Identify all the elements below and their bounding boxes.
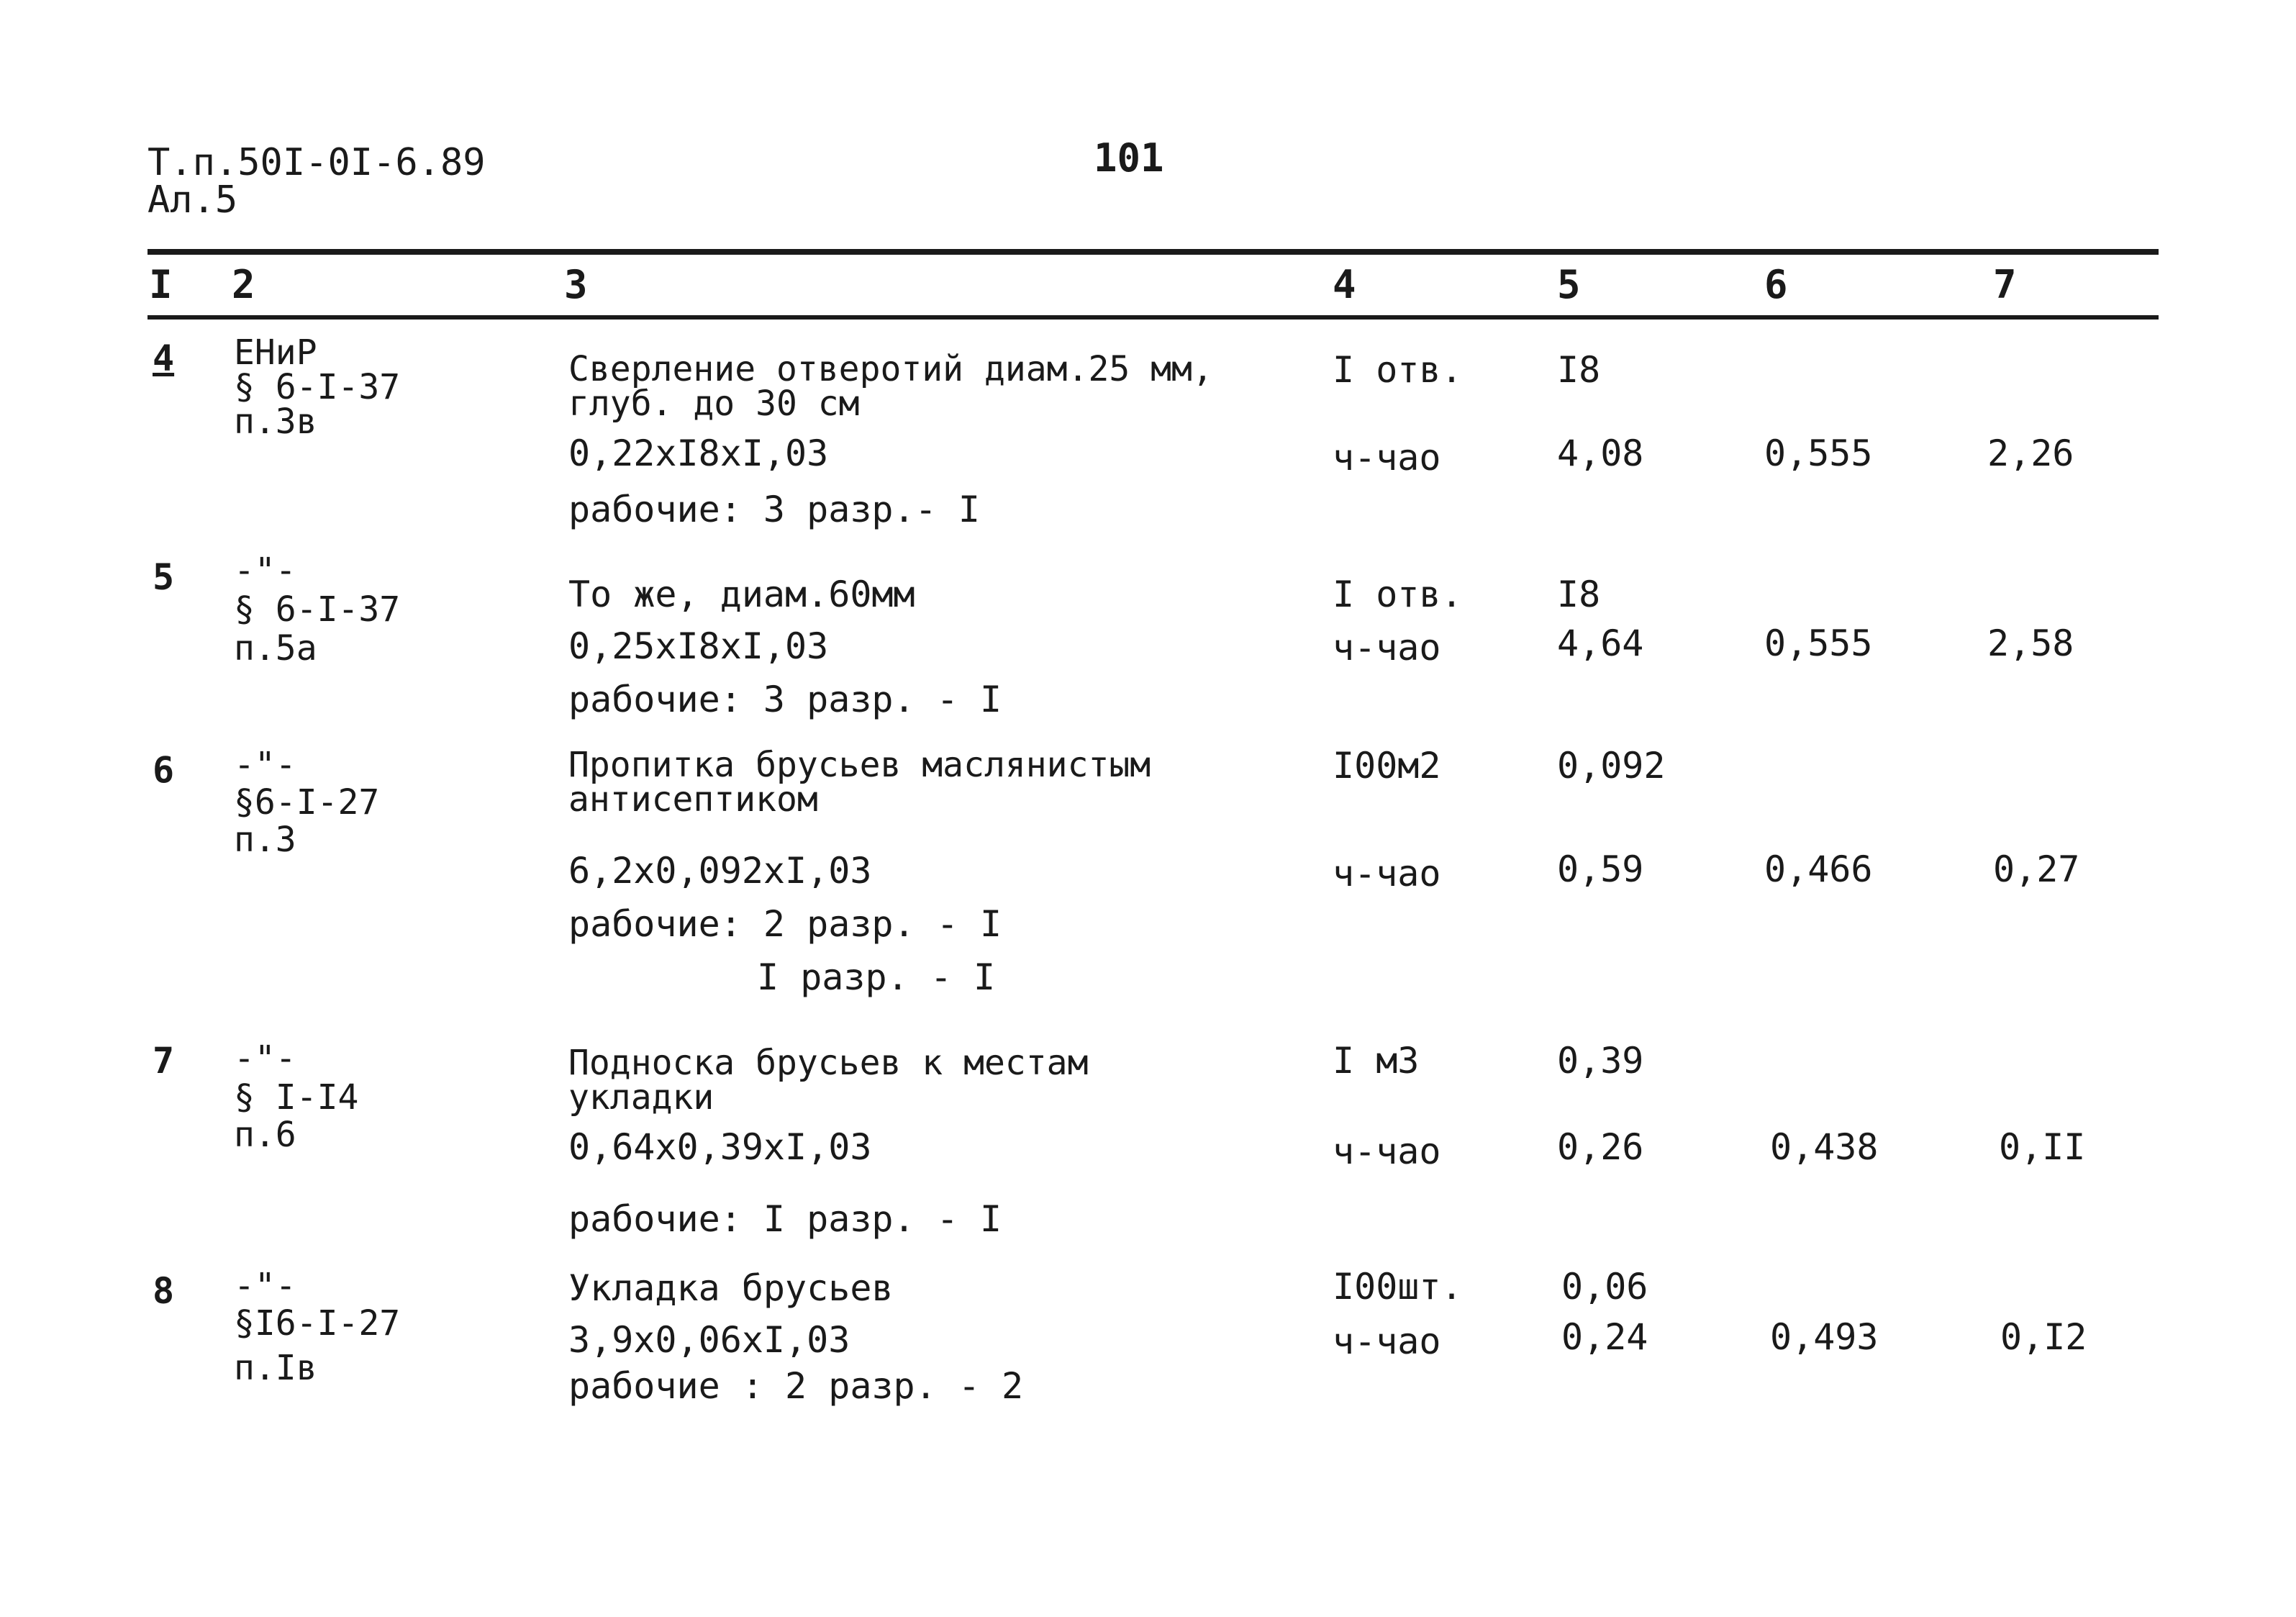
row-rate: 0,555 [1764,622,1873,664]
row-rate: 0,466 [1764,848,1873,890]
row-reference-line: п.Iв [234,1348,317,1388]
row-title-line: глуб. до 30 см [568,384,860,424]
row-reference-line: -"- [234,1038,296,1079]
row-reference-line: §I6-I-27 [234,1303,401,1344]
row-number: 7 [153,1040,175,1082]
row-number: 4 [153,338,175,379]
row-title-line: Подноска брусьев к местам [568,1043,1089,1083]
table-top-rule [148,249,2159,255]
page-number: 101 [1094,135,1164,181]
row-labor-quantity: 0,26 [1557,1126,1644,1168]
row-quantity: I8 [1557,349,1601,391]
row-reference-line: -"- [234,1266,296,1306]
row-unit: I00м2 [1333,745,1441,787]
column-header-7: 7 [1993,262,2017,307]
row-cost: 2,58 [1987,622,2074,664]
row-labor-quantity: 4,64 [1557,622,1644,664]
row-workers-line: рабочие: 3 разр.- I [568,489,980,530]
row-title-line: укладки [568,1077,714,1118]
row-workers-line: рабочие: I разр. - I [568,1198,1002,1240]
row-unit: I00шт. [1333,1266,1463,1308]
column-header-2: 2 [232,262,255,307]
column-header-6: 6 [1764,262,1788,307]
row-formula: 0,25xI8xI,03 [568,625,829,667]
column-header-4: 4 [1333,262,1356,307]
row-quantity: 0,39 [1557,1040,1644,1082]
row-reference-line: ЕНиР [234,332,317,373]
row-title-line: Укладка брусьев [568,1267,894,1309]
column-header-3: 3 [564,262,588,307]
row-rate: 0,438 [1770,1126,1879,1168]
row-unit: I отв. [1333,349,1463,391]
row-reference-line: п.3в [234,402,317,442]
row-labor-quantity: 0,24 [1561,1316,1648,1358]
row-title-line: Сверление отверотий диам.25 мм, [568,349,1213,389]
row-reference-line: п.6 [234,1115,296,1155]
row-cost: 0,II [1999,1126,2086,1168]
row-formula: 6,2x0,092xI,03 [568,850,872,892]
row-formula: 0,64x0,39xI,03 [568,1126,872,1168]
row-formula: 3,9x0,06xI,03 [568,1319,850,1361]
row-title-line: Пропитка брусьев маслянистым [568,745,1151,785]
row-reference-line: -"- [234,745,296,785]
row-reference-line: § I-I4 [234,1077,359,1118]
row-cost: 2,26 [1987,432,2074,474]
row-quantity: 0,06 [1561,1266,1648,1308]
row-quantity: 0,092 [1557,745,1666,787]
row-unit: I м3 [1333,1040,1420,1082]
row-formula: 0,22xI8xI,03 [568,432,829,474]
row-workers-line: I разр. - I [757,956,996,998]
row-workers-line: рабочие: 2 разр. - I [568,903,1002,945]
row-reference-line: §6-I-27 [234,782,380,823]
row-number: 8 [153,1270,175,1312]
row-reference-line: § 6-I-37 [234,589,401,630]
row-reference-line: п.3 [234,820,296,860]
row-reference-line: -"- [234,551,296,591]
row-workers-line: рабочие : 2 разр. - 2 [568,1365,1024,1407]
row-labor-quantity: 0,59 [1557,848,1644,890]
row-number: 6 [153,749,175,791]
document-code: Т.п.50I-0I-6.89 [148,141,486,184]
row-rate: 0,493 [1770,1316,1879,1358]
row-labor-unit: ч-чао [1333,437,1441,479]
row-number: 5 [153,556,175,598]
row-cost: 0,I2 [2000,1316,2087,1358]
row-reference-line: п.5а [234,628,317,669]
column-header-1: I [149,262,173,307]
row-rate: 0,555 [1764,432,1873,474]
row-labor-unit: ч-чао [1333,1321,1441,1362]
header-bottom-rule [148,315,2159,320]
row-labor-unit: ч-чао [1333,853,1441,894]
row-title-line: То же, диам.60мм [568,574,915,615]
row-quantity: I8 [1557,574,1601,615]
row-workers-line: рабочие: 3 разр. - I [568,679,1002,720]
row-reference-line: § 6-I-37 [234,367,401,407]
row-unit: I отв. [1333,574,1463,615]
row-labor-unit: ч-чао [1333,627,1441,669]
column-header-5: 5 [1557,262,1581,307]
row-labor-quantity: 4,08 [1557,432,1644,474]
row-title-line: антисептиком [568,779,818,820]
row-labor-unit: ч-чао [1333,1131,1441,1172]
album-number: Ал.5 [148,178,238,222]
row-cost: 0,27 [1993,848,2080,890]
